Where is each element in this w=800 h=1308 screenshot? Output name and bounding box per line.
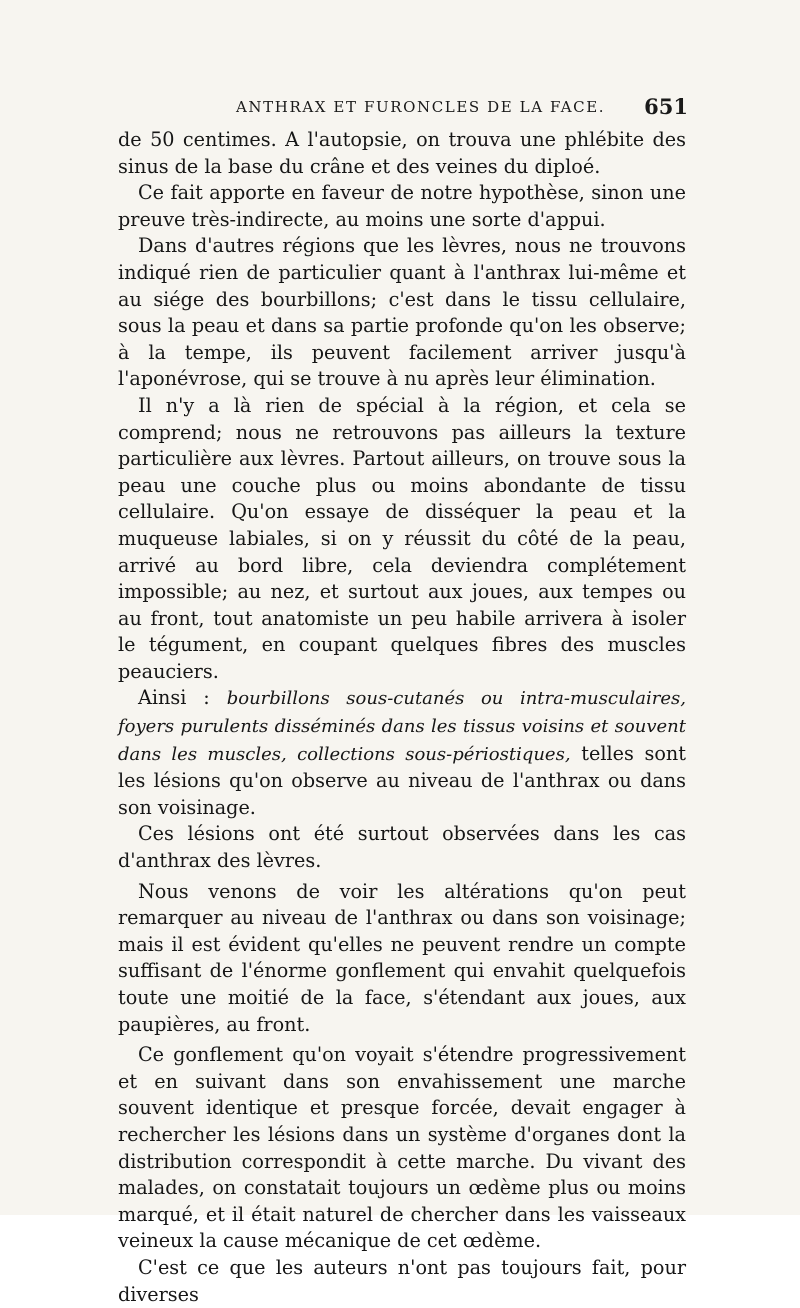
- body-text: [118, 127, 686, 1308]
- running-title: ANTHRAX ET FURONCLES DE LA FACE.: [236, 98, 606, 116]
- paragraph: Ces lésions ont été surtout observées dans les cas d'anthrax des lèvres.: [118, 822, 686, 873]
- paragraph: Nous venons de voir les altérations qu'on peut remarquer au niveau de l'anthrax ou dans son voisinage; mais il est évident qu'elles ne peuvent rendre un compte suffisant de l'énorme gonflement qui envahit quelquefois toute une moitié de la face, s'étendant aux joues, aux paupières, au front.: [118, 879, 686, 1036]
- italic-lesions-list: bourbillons sous-cutanés ou intra-musculaires, foyers purulents disséminés dans les tissus voisins et souvent dans les muscles, collections sous-périostiques,: [118, 688, 686, 765]
- paragraph: Dans d'autres régions que les lèvres, nous ne trouvons indiqué rien de particulier quant à l'anthrax lui-même et au siége des bourbillons; c'est dans le tissu cellulaire, sous la peau et dans sa partie profonde qu'on les observe; à la tempe, ils peuvent facilement arriver jusqu'à l'aponévrose, qui se trouve à nu après leur élimination.: [118, 234, 686, 391]
- paragraph: Il n'y a là rien de spécial à la région, et cela se comprend; nous ne retrouvons pas ailleurs la texture particulière aux lèvres. Partout ailleurs, on trouve sous la peau une couche plus ou moins abondante de tissu cellulaire. Qu'on essaye de disséquer la peau et la muqueuse labiales, si on y réussit du côté de la peau, arrivé au bord libre, cela deviendra complétement impossible; au nez, et surtout aux joues, aux tempes ou au front, tout anatomiste un peu habile arrivera à isoler le tégument, en coupant quelques fibres des muscles peauciers.: [118, 393, 686, 683]
- paragraph: de 50 centimes. A l'autopsie, on trouva une phlébite des sinus de la base du crâne et des veines du diploé.: [118, 128, 686, 178]
- paragraph: Ce gonflement qu'on voyait s'étendre progressivement et en suivant dans son envahissement une marche souvent identique et presque forcée, devait engager à rechercher les lésions dans un système d'organes dont la distribution correspondit à cette marche. Du vivant des malades, on constatait toujours un œdème plus ou moins marqué, et il était naturel de chercher dans les vaisseaux veineux la cause mécanique de cet œdème.: [118, 1043, 686, 1253]
- page-number: 651: [644, 94, 688, 119]
- paragraph-lead: Ainsi :: [138, 686, 227, 710]
- paragraph: Ce fait apporte en faveur de notre hypothèse, sinon une preuve très-indirecte, au moins une sorte d'appui.: [118, 181, 686, 231]
- paragraph-ainsi: [118, 685, 686, 821]
- paragraph: C'est ce que les auteurs n'ont pas toujours fait, pour diverses: [118, 1255, 686, 1306]
- paragraph-tail: telles sont les lésions qu'on observe au niveau de l'anthrax ou dans son voisinage.: [118, 741, 686, 819]
- page-header: [118, 96, 688, 124]
